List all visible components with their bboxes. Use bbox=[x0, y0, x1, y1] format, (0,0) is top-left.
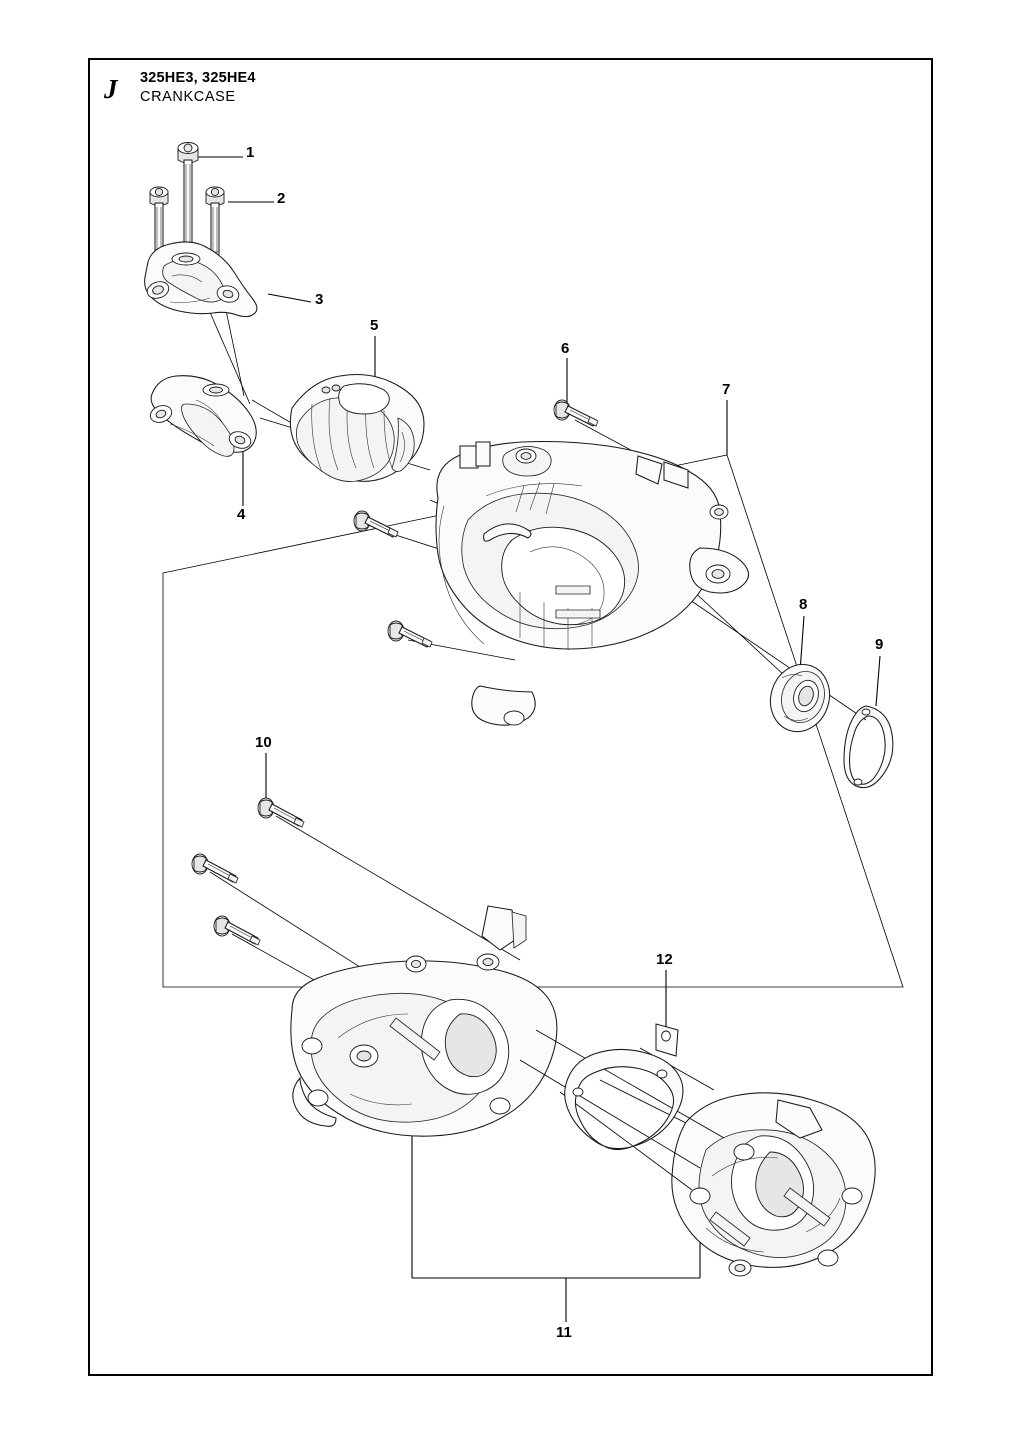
callout-10: 10 bbox=[255, 734, 272, 751]
callout-1: 1 bbox=[246, 144, 255, 161]
callout-11: 11 bbox=[556, 1324, 572, 1341]
assembly-title: CRANKCASE bbox=[140, 89, 236, 105]
callout-5: 5 bbox=[370, 317, 379, 334]
model-names: 325HE3, 325HE4 bbox=[140, 70, 256, 86]
callout-4: 4 bbox=[237, 506, 246, 523]
section-letter: J bbox=[104, 74, 118, 104]
diagram-frame bbox=[88, 58, 933, 1376]
callout-7: 7 bbox=[722, 381, 731, 398]
callout-3: 3 bbox=[315, 291, 324, 308]
callout-12: 12 bbox=[656, 951, 673, 968]
callout-8: 8 bbox=[799, 596, 808, 613]
title-block bbox=[140, 70, 256, 106]
callout-9: 9 bbox=[875, 636, 884, 653]
callout-6: 6 bbox=[561, 340, 570, 357]
callout-2: 2 bbox=[277, 190, 286, 207]
